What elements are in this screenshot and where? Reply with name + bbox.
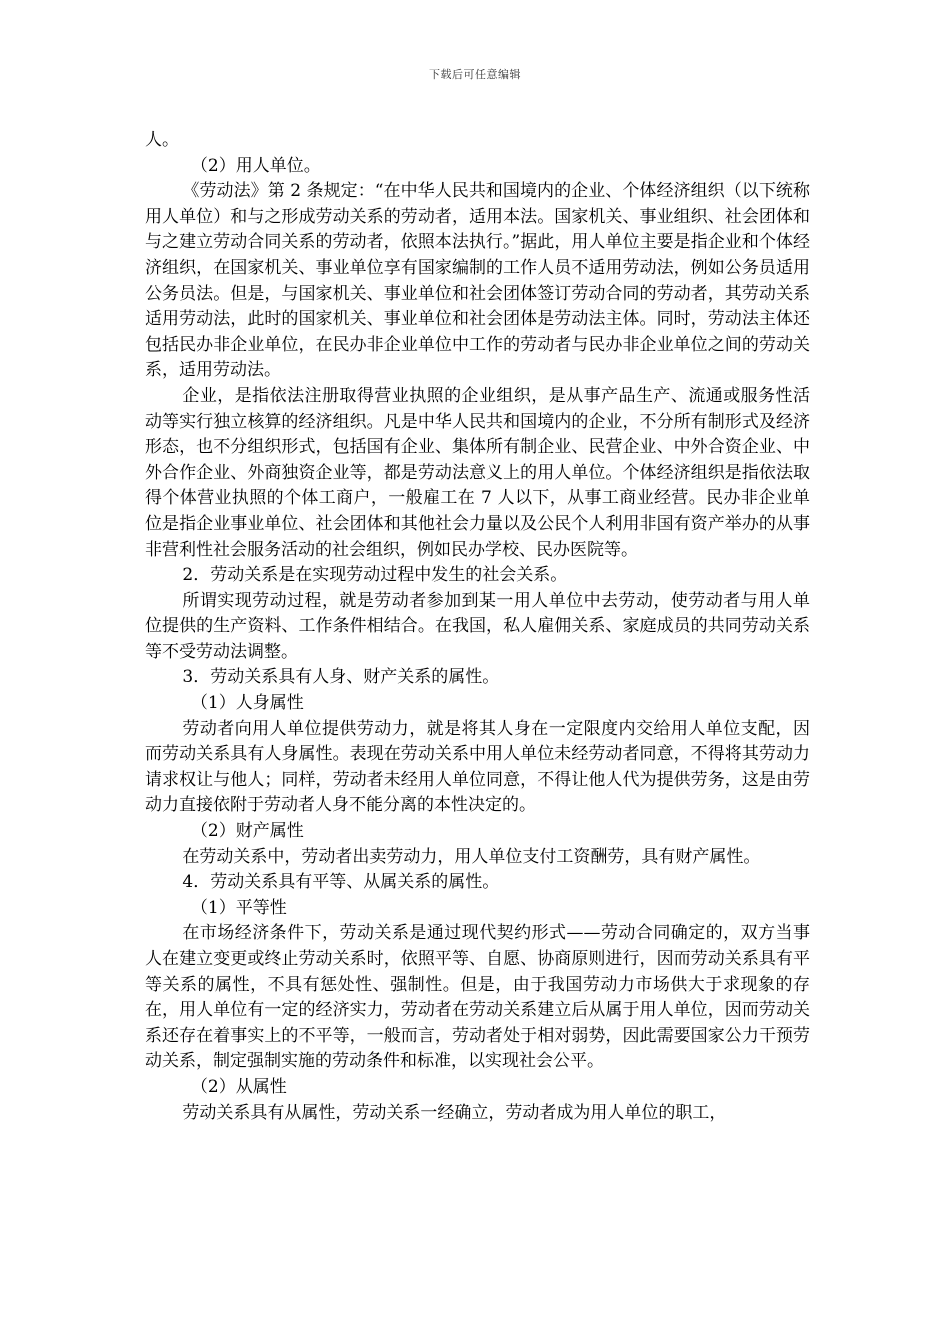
subsection-heading: （2）从属性: [190, 1076, 287, 1097]
section-heading: 3．劳动关系具有人身、财产关系的属性。: [182, 667, 500, 688]
section-heading: 4．劳动关系具有平等、从属关系的属性。: [182, 872, 500, 893]
paragraph: 劳动者向用人单位提供劳动力，就是将其人身在一定限度内交给用人单位支配，因而劳动关系具有人身属性。表现在劳动关系中用人单位未经劳动者同意，不得将其劳动力请求权让与他人；同样，劳动者未经用人单位同意，不得让他人代为提供劳务，这是由劳动力直接依附于劳动者人身不能分离的本性决定的。: [145, 718, 810, 816]
document-body: [145, 128, 810, 1126]
paragraph: 《劳动法》第 2 条规定：“在中华人民共和国境内的企业、个体经济组织（以下统称用人单位）和与之形成劳动关系的劳动者，适用本法。国家机关、事业组织、社会团体和与之建立劳动合同关系的劳动者，依照本法执行。”据此，用人单位主要是指企业和个体经济组织，在国家机关、事业单位享有国家编制的工作人员不适用劳动法，例如公务员适用公务员法。但是，与国家机关、事业单位和社会团体签订劳动合同的劳动者，其劳动关系适用劳动法，此时的国家机关、事业单位和社会团体是劳动法主体。同时，劳动法主体还包括民办非企业单位，在民办非企业单位中工作的劳动者与民办非企业单位之间的劳动关系，适用劳动法。: [145, 181, 810, 381]
paragraph: 企业，是指依法注册取得营业执照的企业组织，是从事产品生产、流通或服务性活动等实行独立核算的经济组织。凡是中华人民共和国境内的企业，不分所有制形式及经济形态，也不分组织形式，包括国有企业、集体所有制企业、民营企业、中外合资企业、中外合作企业、外商独资企业等，都是劳动法意义上的用人单位。个体经济组织是指依法取得个体营业执照的个体工商户，一般雇工在 7 人以下，从事工商业经营。民办非企业单位是指企业事业单位、社会团体和其他社会力量以及公民个人利用非国有资产举办的从事非营利性社会服务活动的社会组织，例如民办学校、民办医院等。: [145, 385, 810, 560]
subsection-heading: （1）平等性: [190, 897, 287, 918]
paragraph: 在劳动关系中，劳动者出卖劳动力，用人单位支付工资酬劳，具有财产属性。: [182, 846, 761, 867]
subsection-heading: （2）用人单位。: [190, 155, 321, 176]
paragraph: 劳动关系具有从属性，劳动关系一经确立，劳动者成为用人单位的职工，: [182, 1102, 727, 1123]
paragraph: 人。: [145, 130, 179, 150]
paragraph: 在市场经济条件下，劳动关系是通过现代契约形式——劳动合同确定的，双方当事人在建立变更或终止劳动关系时，依照平等、自愿、协商原则进行，因而劳动关系具有平等关系的属性，不具有惩处性、强制性。但是，由于我国劳动力市场供大于求现象的存在，用人单位有一定的经济实力，劳动者在劳动关系建立后从属于用人单位，因而劳动关系还存在着事实上的不平等，一般而言，劳动者处于相对弱势，因此需要国家公力干预劳动关系，制定强制实施的劳动条件和标准，以实现社会公平。: [145, 923, 810, 1072]
subsection-heading: （1）人身属性: [190, 693, 304, 714]
page-header: 下载后可任意编辑: [429, 68, 521, 81]
subsection-heading: （2）财产属性: [190, 821, 304, 842]
paragraph: 所谓实现劳动过程，就是劳动者参加到某一用人单位中去劳动，使劳动者与用人单位提供的生产资料、工作条件相结合。在我国，私人雇佣关系、家庭成员的共同劳动关系等不受劳动法调整。: [145, 590, 810, 662]
section-heading: 2．劳动关系是在实现劳动过程中发生的社会关系。: [182, 565, 568, 586]
